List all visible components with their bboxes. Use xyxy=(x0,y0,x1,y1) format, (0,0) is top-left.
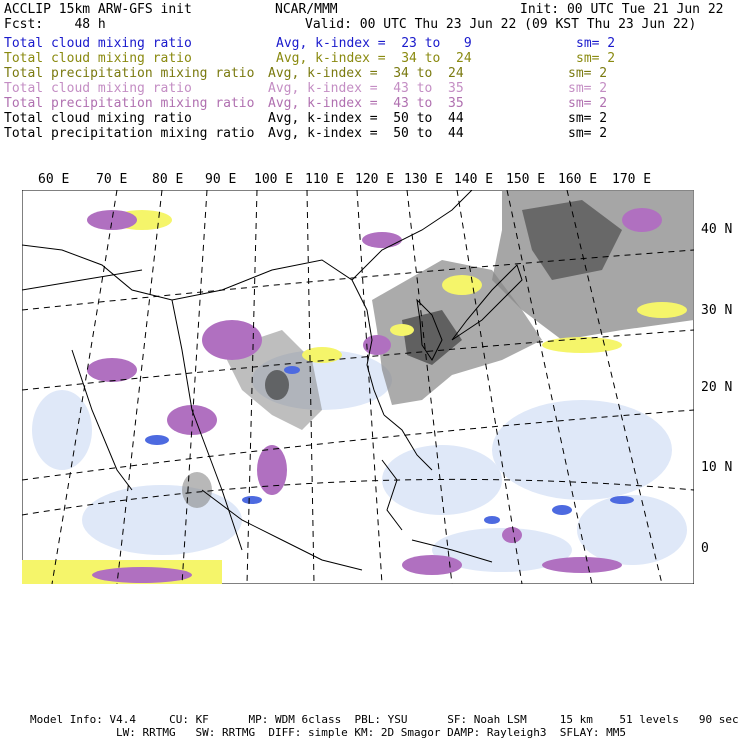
legend-avg-1: Avg, k-index = 23 to 9 xyxy=(276,36,472,51)
forecast-map xyxy=(22,190,694,584)
legend-name-7: Total precipitation mixing ratio xyxy=(4,126,255,141)
lon-label-120e: 120 E xyxy=(355,172,395,187)
model-info-line2: LW: RRTMG SW: RRTMG DIFF: simple KM: 2D Smagor DAMP: Rayleigh3 SFLAY: MM5 xyxy=(116,726,626,739)
legend-name-1: Total cloud mixing ratio xyxy=(4,36,192,51)
lon-label-80e: 80 E xyxy=(152,172,184,187)
model-title: ACCLIP 15km ARW-GFS init xyxy=(4,2,192,17)
legend-name-6: Total cloud mixing ratio xyxy=(4,111,192,126)
model-info-line1: Model Info: V4.4 CU: KF MP: WDM 6class PBL: YSU SF: Noah LSM 15 km 51 levels 90 sec xyxy=(30,713,739,726)
legend-sm-4: sm= 2 xyxy=(568,81,608,96)
lat-label-0: 0 xyxy=(701,541,709,556)
lon-label-100e: 100 E xyxy=(254,172,294,187)
legend-name-5: Total precipitation mixing ratio xyxy=(4,96,255,111)
legend-avg-6: Avg, k-index = 50 to 44 xyxy=(268,111,464,126)
init-time: Init: 00 UTC Tue 21 Jun 22 xyxy=(520,2,724,17)
valid-time: Valid: 00 UTC Thu 23 Jun 22 (09 KST Thu 23 Jun 22) xyxy=(305,17,697,32)
legend-name-2: Total cloud mixing ratio xyxy=(4,51,192,66)
legend-sm-7: sm= 2 xyxy=(568,126,608,141)
legend-name-4: Total cloud mixing ratio xyxy=(4,81,192,96)
lon-label-90e: 90 E xyxy=(205,172,237,187)
legend-avg-4: Avg, k-index = 43 to 35 xyxy=(268,81,464,96)
legend-sm-5: sm= 2 xyxy=(568,96,608,111)
lon-label-70e: 70 E xyxy=(96,172,128,187)
legend-name-3: Total precipitation mixing ratio xyxy=(4,66,255,81)
lon-label-170e: 170 E xyxy=(612,172,652,187)
lat-label-30n: 30 N xyxy=(701,303,733,318)
legend-sm-2: sm= 2 xyxy=(576,51,616,66)
lat-label-20n: 20 N xyxy=(701,380,733,395)
lon-label-140e: 140 E xyxy=(454,172,494,187)
center-label: NCAR/MMM xyxy=(275,2,338,17)
legend-avg-7: Avg, k-index = 50 to 44 xyxy=(268,126,464,141)
lon-label-150e: 150 E xyxy=(506,172,546,187)
lon-label-60e: 60 E xyxy=(38,172,70,187)
legend-sm-1: sm= 2 xyxy=(576,36,616,51)
legend-avg-2: Avg, k-index = 34 to 24 xyxy=(276,51,472,66)
lon-label-130e: 130 E xyxy=(404,172,444,187)
legend-sm-3: sm= 2 xyxy=(568,66,608,81)
lat-label-40n: 40 N xyxy=(701,222,733,237)
lon-label-160e: 160 E xyxy=(558,172,598,187)
lat-label-10n: 10 N xyxy=(701,460,733,475)
lon-label-110e: 110 E xyxy=(305,172,345,187)
legend-avg-5: Avg, k-index = 43 to 35 xyxy=(268,96,464,111)
legend-sm-6: sm= 2 xyxy=(568,111,608,126)
forecast-hour: Fcst: 48 h xyxy=(4,17,106,32)
legend-avg-3: Avg, k-index = 34 to 24 xyxy=(268,66,464,81)
